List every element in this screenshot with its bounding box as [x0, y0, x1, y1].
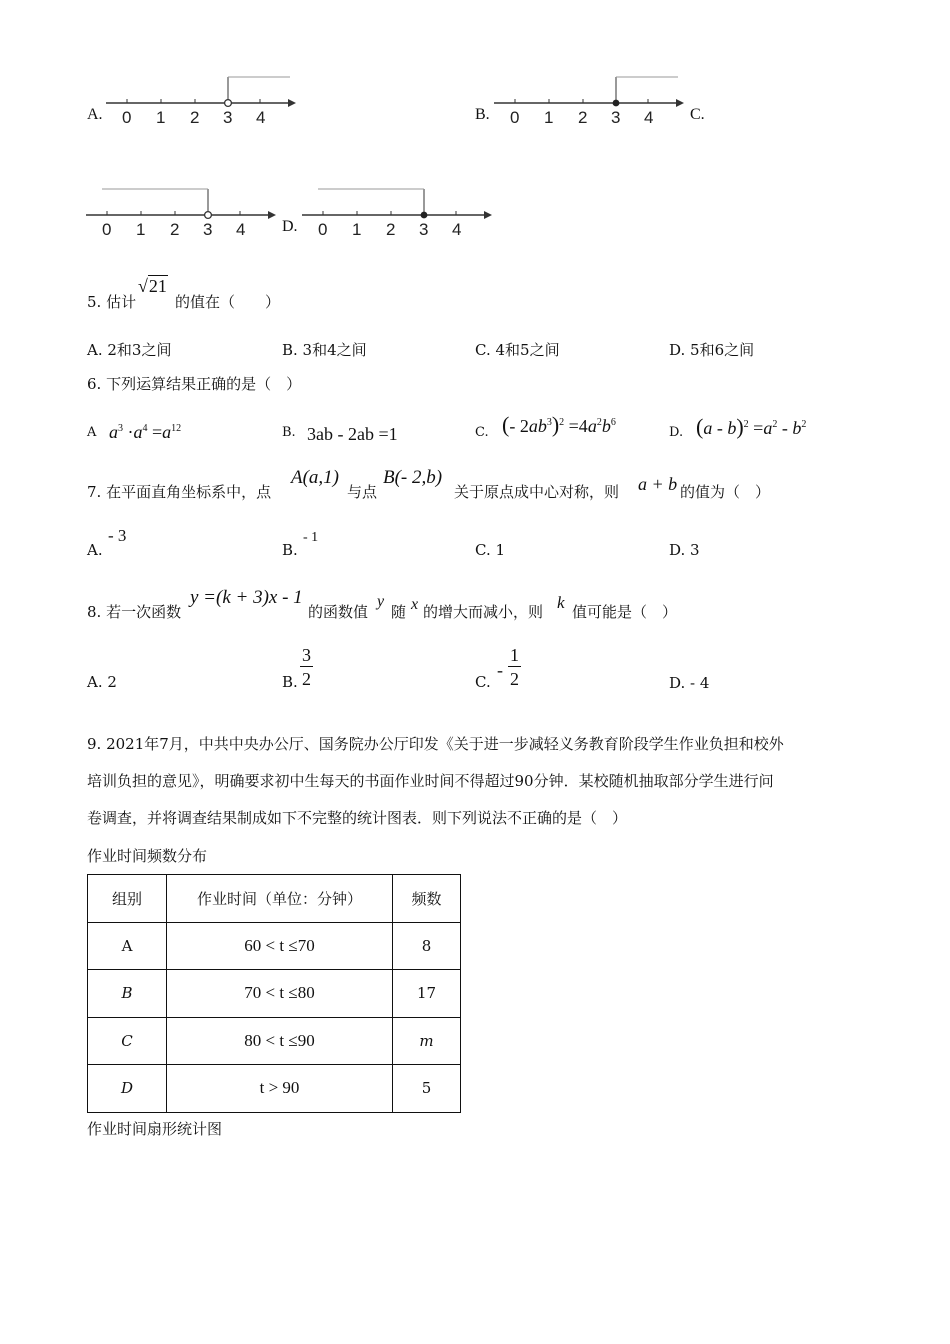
q7-mid-text: 与点: [347, 483, 378, 501]
q4-option-c-label[interactable]: C.: [690, 106, 705, 123]
tick-4: 4: [452, 220, 462, 239]
q9-pie-title: 作业时间扇形统计图: [87, 1120, 223, 1138]
q8-option-c-sign: -: [497, 660, 503, 680]
tick-0: 0: [510, 108, 520, 127]
row-group: B: [88, 970, 167, 1018]
q7-option-b-value: - 1: [303, 530, 319, 545]
tick-1: 1: [156, 108, 166, 127]
q8-function: y =(k + 3)x - 1: [190, 587, 303, 608]
q7-option-c[interactable]: C. 1: [475, 541, 506, 559]
q6-option-c-label[interactable]: C.: [475, 425, 489, 440]
row-range: 60 < t ≤70: [167, 922, 393, 970]
q5-stem-suffix: 的值在（ ）: [175, 293, 281, 311]
q8-option-a[interactable]: A. 2: [87, 673, 117, 691]
q4-option-c-numberline: [80, 184, 280, 244]
q7-option-d[interactable]: D. 3: [669, 541, 700, 559]
q4-option-b-label[interactable]: B.: [475, 106, 490, 123]
q7-option-a-label[interactable]: A.: [87, 541, 103, 559]
q6-option-a-expr: $a^3 \cdot a^4 =a^{12}$: [109, 422, 182, 442]
tick-4: 4: [236, 220, 246, 239]
q8-option-c-frac: [508, 646, 521, 688]
q6-option-d-label[interactable]: D.: [669, 425, 684, 440]
row-range: 70 < t ≤80: [167, 970, 393, 1018]
tick-0: 0: [318, 220, 328, 239]
q8-text3: 的增大而减小，则: [423, 603, 544, 621]
q4-option-d-numberline: [296, 184, 496, 244]
row-frequency: m: [393, 1017, 461, 1065]
tick-2: 2: [190, 108, 200, 127]
q8-text1: 的函数值: [308, 603, 369, 621]
q5-option-d[interactable]: D. 5和6之间: [669, 341, 755, 359]
q6-option-b-expr: 3ab - 2ab =1: [307, 424, 398, 444]
q7-option-b-label[interactable]: B.: [282, 541, 298, 559]
row-frequency: 8: [393, 922, 461, 970]
q6-option-a-label[interactable]: A: [87, 425, 97, 440]
q8-option-d[interactable]: D. - 4: [669, 674, 710, 692]
tick-2: 2: [170, 220, 180, 239]
frequency-table: [87, 874, 461, 1113]
q8-stem-prefix: 8. 若一次函数: [87, 603, 182, 621]
q5-radicand: 21: [148, 276, 167, 296]
q4-option-b-numberline: [488, 72, 688, 132]
q9-table-title: 作业时间频数分布: [87, 847, 208, 865]
q9-stem-line2: 培训负担的意见》，明确要求初中生每天的书面作业时间不得超过90分钟．某校随机抽取部分学生进行问: [87, 772, 774, 790]
q4-option-a-label[interactable]: A.: [87, 106, 103, 123]
q8-option-b-denominator: 2: [302, 669, 311, 689]
table-row: [88, 970, 461, 1018]
q6-option-c-expr: (- $2ab^3)^2 =4a^2b^6$: [502, 412, 616, 437]
row-group: C: [88, 1017, 167, 1065]
q5-option-b[interactable]: B. 3和4之间: [282, 341, 367, 359]
header-frequency: 频数: [393, 875, 461, 923]
q8-var-x: x: [411, 596, 419, 613]
tick-3: 3: [223, 108, 233, 127]
table-header-row: [88, 875, 461, 923]
tick-0: 0: [102, 220, 112, 239]
q7-text2: 关于原点成中心对称，则: [454, 483, 620, 501]
q6-stem: 6. 下列运算结果正确的是（ ）: [87, 375, 302, 393]
q7-suffix: 的值为（ ）: [680, 483, 771, 501]
q8-text4: 值可能是（ ）: [572, 603, 678, 621]
tick-4: 4: [644, 108, 654, 127]
tick-4: 4: [256, 108, 266, 127]
tick-3: 3: [203, 220, 213, 239]
q8-var-k: k: [557, 593, 565, 612]
q8-option-c-numerator: 1: [510, 645, 519, 665]
header-group: 组别: [88, 875, 167, 923]
q8-option-b-label[interactable]: B.: [282, 673, 298, 691]
row-group: A: [88, 922, 167, 970]
tick-2: 2: [578, 108, 588, 127]
row-frequency: 17: [393, 970, 461, 1018]
tick-1: 1: [136, 220, 146, 239]
row-range: t > 90: [167, 1065, 393, 1113]
q5-option-c[interactable]: C. 4和5之间: [475, 341, 560, 359]
q4-option-d-label[interactable]: D.: [282, 218, 298, 235]
q7-point-b: B(- 2,b): [383, 467, 443, 488]
q4-option-a-numberline: [100, 72, 300, 132]
table-row: [88, 922, 461, 970]
tick-0: 0: [122, 108, 132, 127]
row-frequency: 5: [393, 1065, 461, 1113]
tick-2: 2: [386, 220, 396, 239]
q6-option-d-expr: $(a - b)^2 =a^2 - b^2$: [696, 414, 807, 439]
tick-1: 1: [352, 220, 362, 239]
tick-1: 1: [544, 108, 554, 127]
q8-option-b-numerator: 3: [302, 645, 311, 665]
row-range: 80 < t ≤90: [167, 1017, 393, 1065]
q8-option-c-denominator: 2: [510, 669, 519, 689]
q6-option-b-label[interactable]: B.: [282, 425, 296, 440]
q5-option-a[interactable]: A. 2和3之间: [87, 341, 172, 359]
tick-3: 3: [419, 220, 429, 239]
q5-stem-prefix: 5. 估计: [87, 293, 137, 311]
row-group: D: [88, 1065, 167, 1113]
q8-option-b-frac: [300, 646, 313, 688]
q7-expr: a + b: [638, 474, 678, 494]
q8-text2: 随: [391, 603, 407, 621]
q8-option-c-label[interactable]: C.: [475, 673, 491, 691]
table-row: [88, 1065, 461, 1113]
table-row: [88, 1017, 461, 1065]
tick-3: 3: [611, 108, 621, 127]
q8-var-y: y: [377, 593, 385, 610]
q5-sqrt: √21: [138, 276, 167, 296]
q7-option-a-value: - 3: [108, 526, 127, 545]
q7-stem-prefix: 7. 在平面直角坐标系中，点: [87, 483, 272, 501]
q9-stem-line3: 卷调查，并将调查结果制成如下不完整的统计图表．则下列说法不正确的是（ ）: [87, 809, 628, 827]
q9-stem-line1: 9. 2021年7月，中共中央办公厅、国务院办公厅印发《关于进一步减轻义务教育阶段学生作业负担和校外: [87, 735, 784, 753]
q7-point-a: A(a,1): [291, 467, 340, 488]
header-time: 作业时间（单位：分钟）: [167, 875, 393, 923]
